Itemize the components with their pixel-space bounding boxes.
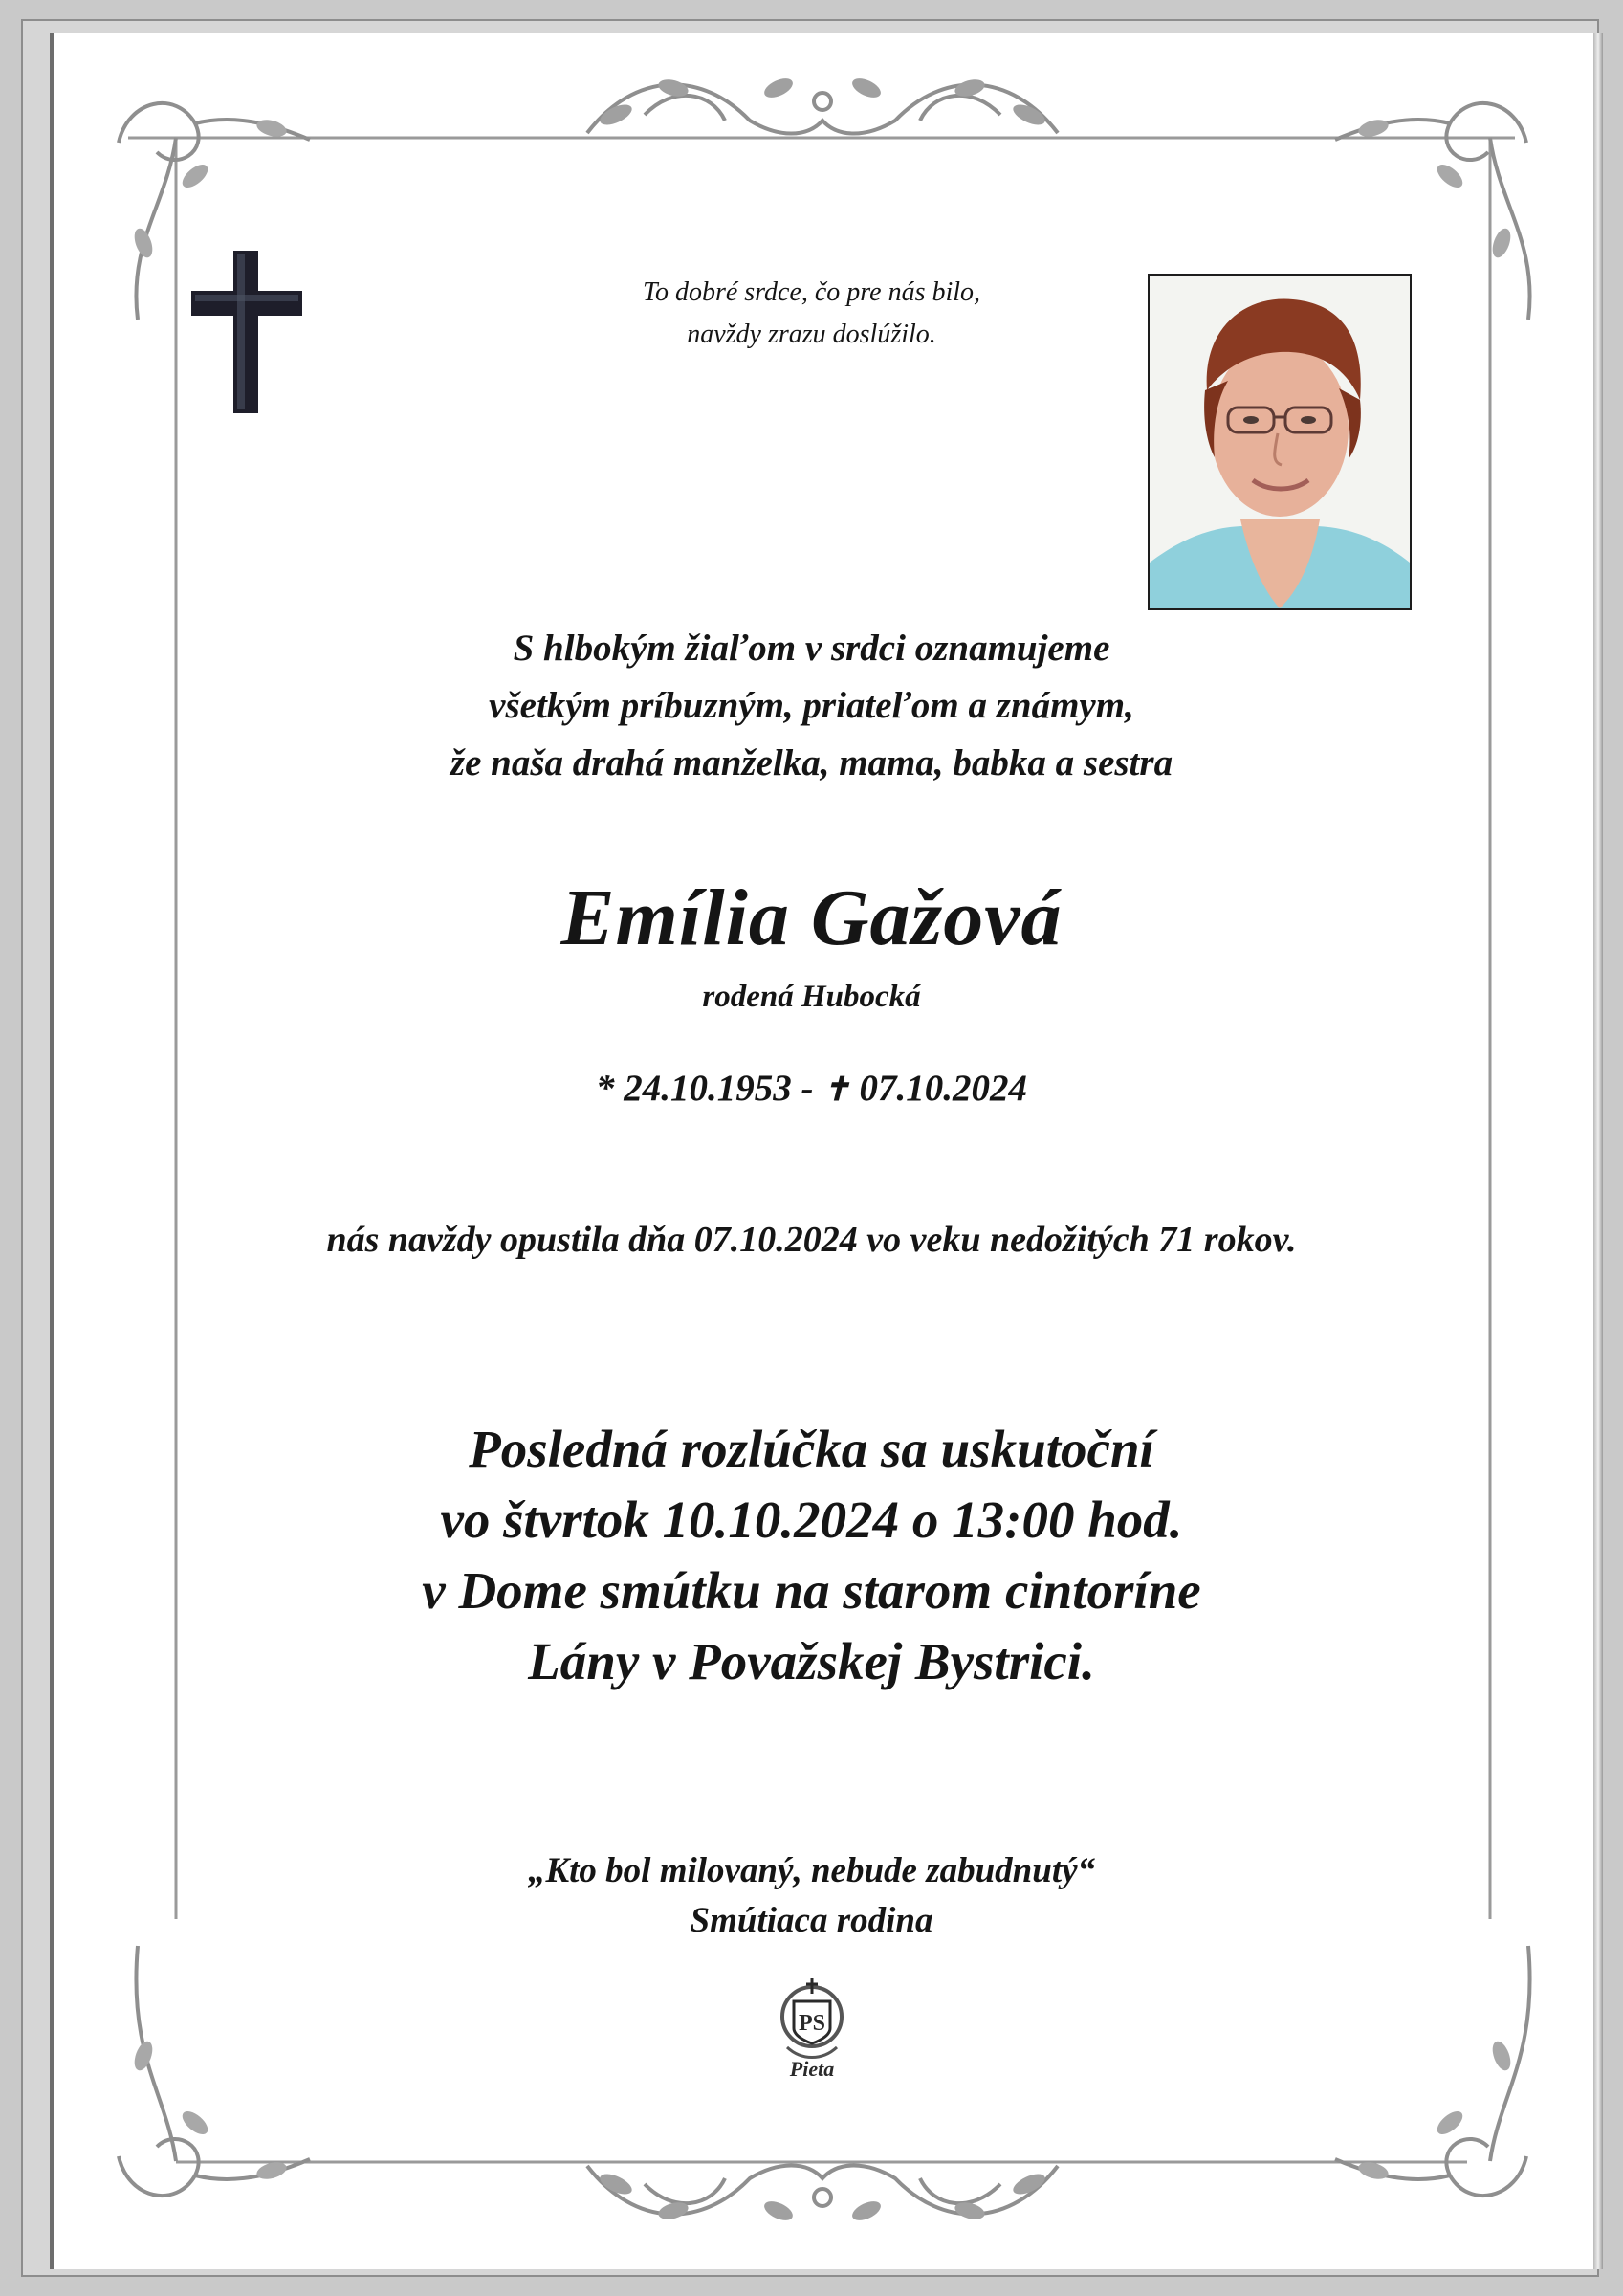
portrait-image: [1150, 276, 1410, 608]
announcement-line: S hlbokým žiaľom v srdci oznamujeme: [513, 628, 1110, 669]
closing: [0, 1846, 1623, 1946]
maiden-name: rodená Hubocká: [702, 980, 921, 1014]
death-cross-icon: ✝: [822, 1072, 850, 1108]
epitaph-line: To dobré srdce, čo pre nás bilo,: [642, 277, 981, 307]
announcement-line: že naša drahá manželka, mama, babka a sestra: [450, 742, 1173, 784]
closing-quote: „Kto bol milovaný, nebude zabudnutý“: [527, 1851, 1096, 1890]
portrait-photo: [1148, 274, 1412, 610]
epitaph-line: navždy zrazu doslúžilo.: [687, 320, 936, 349]
logo-wordmark: Pieta: [789, 2057, 835, 2081]
funeral-line: Posledná rozlúčka sa uskutoční: [469, 1420, 1154, 1478]
life-dates: [0, 1064, 1623, 1115]
corner-ornament-bottom-right: [1335, 1946, 1530, 2196]
funeral-line: vo štvrtok 10.10.2024 o 13:00 hod.: [440, 1490, 1183, 1549]
funeral-line: v Dome smútku na starom cintoríne: [422, 1561, 1201, 1620]
announcement-line: všetkým príbuzným, priateľom a známym,: [489, 685, 1134, 726]
corner-ornament-bottom-left: [119, 1946, 310, 2196]
birth-date: * 24.10.1953 -: [596, 1068, 814, 1109]
bottom-center-scroll: [587, 2166, 1058, 2215]
funeral-line: Lány v Považskej Bystrici.: [528, 1632, 1095, 1690]
passing-note: nás navždy opustila dňa 07.10.2024 vo veku nedožitých 71 rokov.: [326, 1220, 1297, 1260]
funeral-details: [0, 1414, 1623, 1697]
logo-monogram: PS: [798, 2011, 826, 2036]
top-center-scroll: [587, 84, 1058, 133]
announcement: [0, 620, 1623, 792]
family-signature: Smútiaca rodina: [690, 1901, 933, 1940]
death-date: 07.10.2024: [859, 1068, 1027, 1109]
deceased-name: Emília Gažová: [560, 873, 1063, 962]
